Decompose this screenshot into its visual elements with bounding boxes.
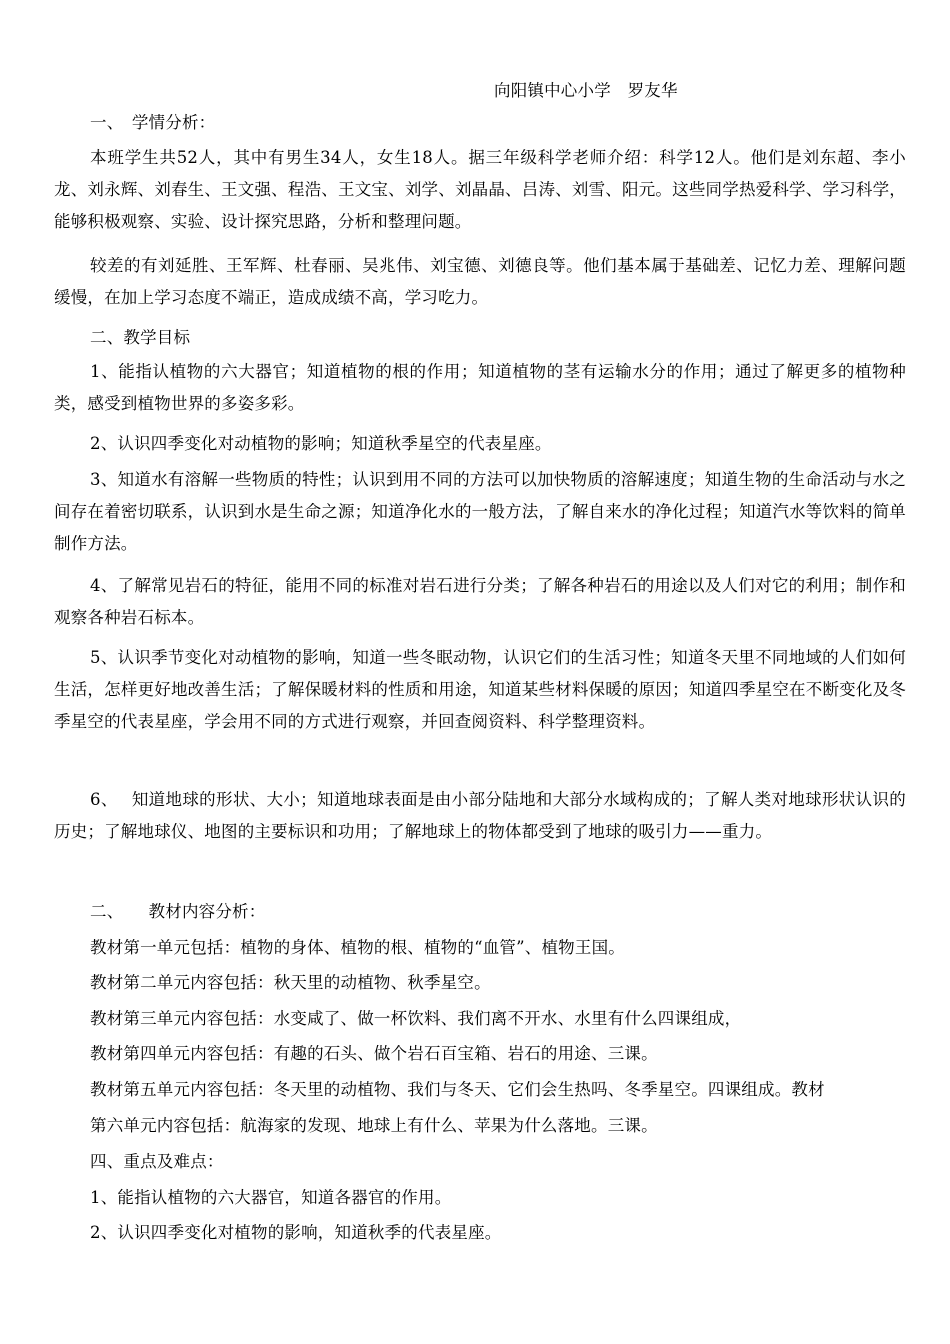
section-heading-textbook: 二、 教材内容分析：: [90, 902, 266, 921]
unit-item: 教材第五单元内容包括：冬天里的动植物、我们与冬天、它们会生热吗、冬季星空。四课组成。教材: [90, 1080, 825, 1099]
section-heading-analysis: 一、 学情分析：: [90, 113, 216, 132]
goal-item: 2、认识四季变化对动植物的影响；知道秋季星空的代表星座。: [90, 434, 552, 453]
unit-item: 教材第一单元包括：植物的身体、植物的根、植物的“血管”、植物王国。: [90, 938, 625, 957]
section-heading-key-points: 四、重点及难点：: [90, 1152, 224, 1171]
author-line: 向阳镇中心小学 罗友华: [494, 81, 678, 100]
paragraph-weak-students: 较差的有刘延胜、王军辉、杜春丽、吴兆伟、刘宝德、刘德良等。他们基本属于基础差、记忆力差、理解问题缓慢，在加上学习态度不端正，造成成绩不高，学习吃力。: [54, 256, 906, 307]
paragraph-student-overview: 本班学生共52人，其中有男生34人，女生18人。据三年级科学老师介绍：科学12人。他们是刘东超、李小龙、刘永辉、刘春生、王文强、程浩、王文宝、刘学、刘晶晶、吕涛、刘雪、阳元。这些同学热爱科学、学习科学，能够积极观察、实验、设计探究思路，分析和整理问题。: [54, 148, 906, 231]
goal-item: 5、认识季节变化对动植物的影响，知道一些冬眠动物，认识它们的生活习性；知道冬天里不同地域的人们如何生活，怎样更好地改善生活；了解保暖材料的性质和用途，知道某些材料保暖的原因；知道四季星空在不断变化及冬季星空的代表星座，学会用不同的方式进行观察，并回查阅资料、科学整理资料。: [54, 648, 906, 731]
unit-item: 教材第四单元内容包括：有趣的石头、做个岩石百宝箱、岩石的用途、三课。: [90, 1044, 658, 1063]
unit-item: 教材第三单元内容包括：水变咸了、做一杯饮料、我们离不开水、水里有什么四课组成，: [90, 1009, 742, 1028]
section-heading-goals: 二、教学目标: [90, 328, 191, 347]
goal-item: 1、能指认植物的六大器官；知道植物的根的作用；知道植物的茎有运输水分的作用；通过了解更多的植物种类，感受到植物世界的多姿多彩。: [54, 362, 906, 413]
goal-item: 3、知道水有溶解一些物质的特性；认识到用不同的方法可以加快物质的溶解速度；知道生物的生命活动与水之间存在着密切联系，认识到水是生命之源；知道净化水的一般方法，了解自来水的净化过程；知道汽水等饮料的简单制作方法。: [54, 470, 906, 553]
unit-item: 第六单元内容包括：航海家的发现、地球上有什么、苹果为什么落地。三课。: [90, 1116, 658, 1135]
key-point-item: 2、认识四季变化对植物的影响，知道秋季的代表星座。: [90, 1223, 502, 1242]
goal-item: 6、 知道地球的形状、大小；知道地球表面是由小部分陆地和大部分水域构成的；了解人类对地球形状认识的历史；了解地球仪、地图的主要标识和功用；了解地球上的物体都受到了地球的吸引力——重力。: [54, 790, 906, 841]
goal-item: 4、了解常见岩石的特征，能用不同的标准对岩石进行分类；了解各种岩石的用途以及人们对它的利用；制作和观察各种岩石标本。: [54, 576, 906, 627]
key-point-item: 1、能指认植物的六大器官，知道各器官的作用。: [90, 1188, 452, 1207]
unit-item: 教材第二单元内容包括：秋天里的动植物、秋季星空。: [90, 973, 491, 992]
